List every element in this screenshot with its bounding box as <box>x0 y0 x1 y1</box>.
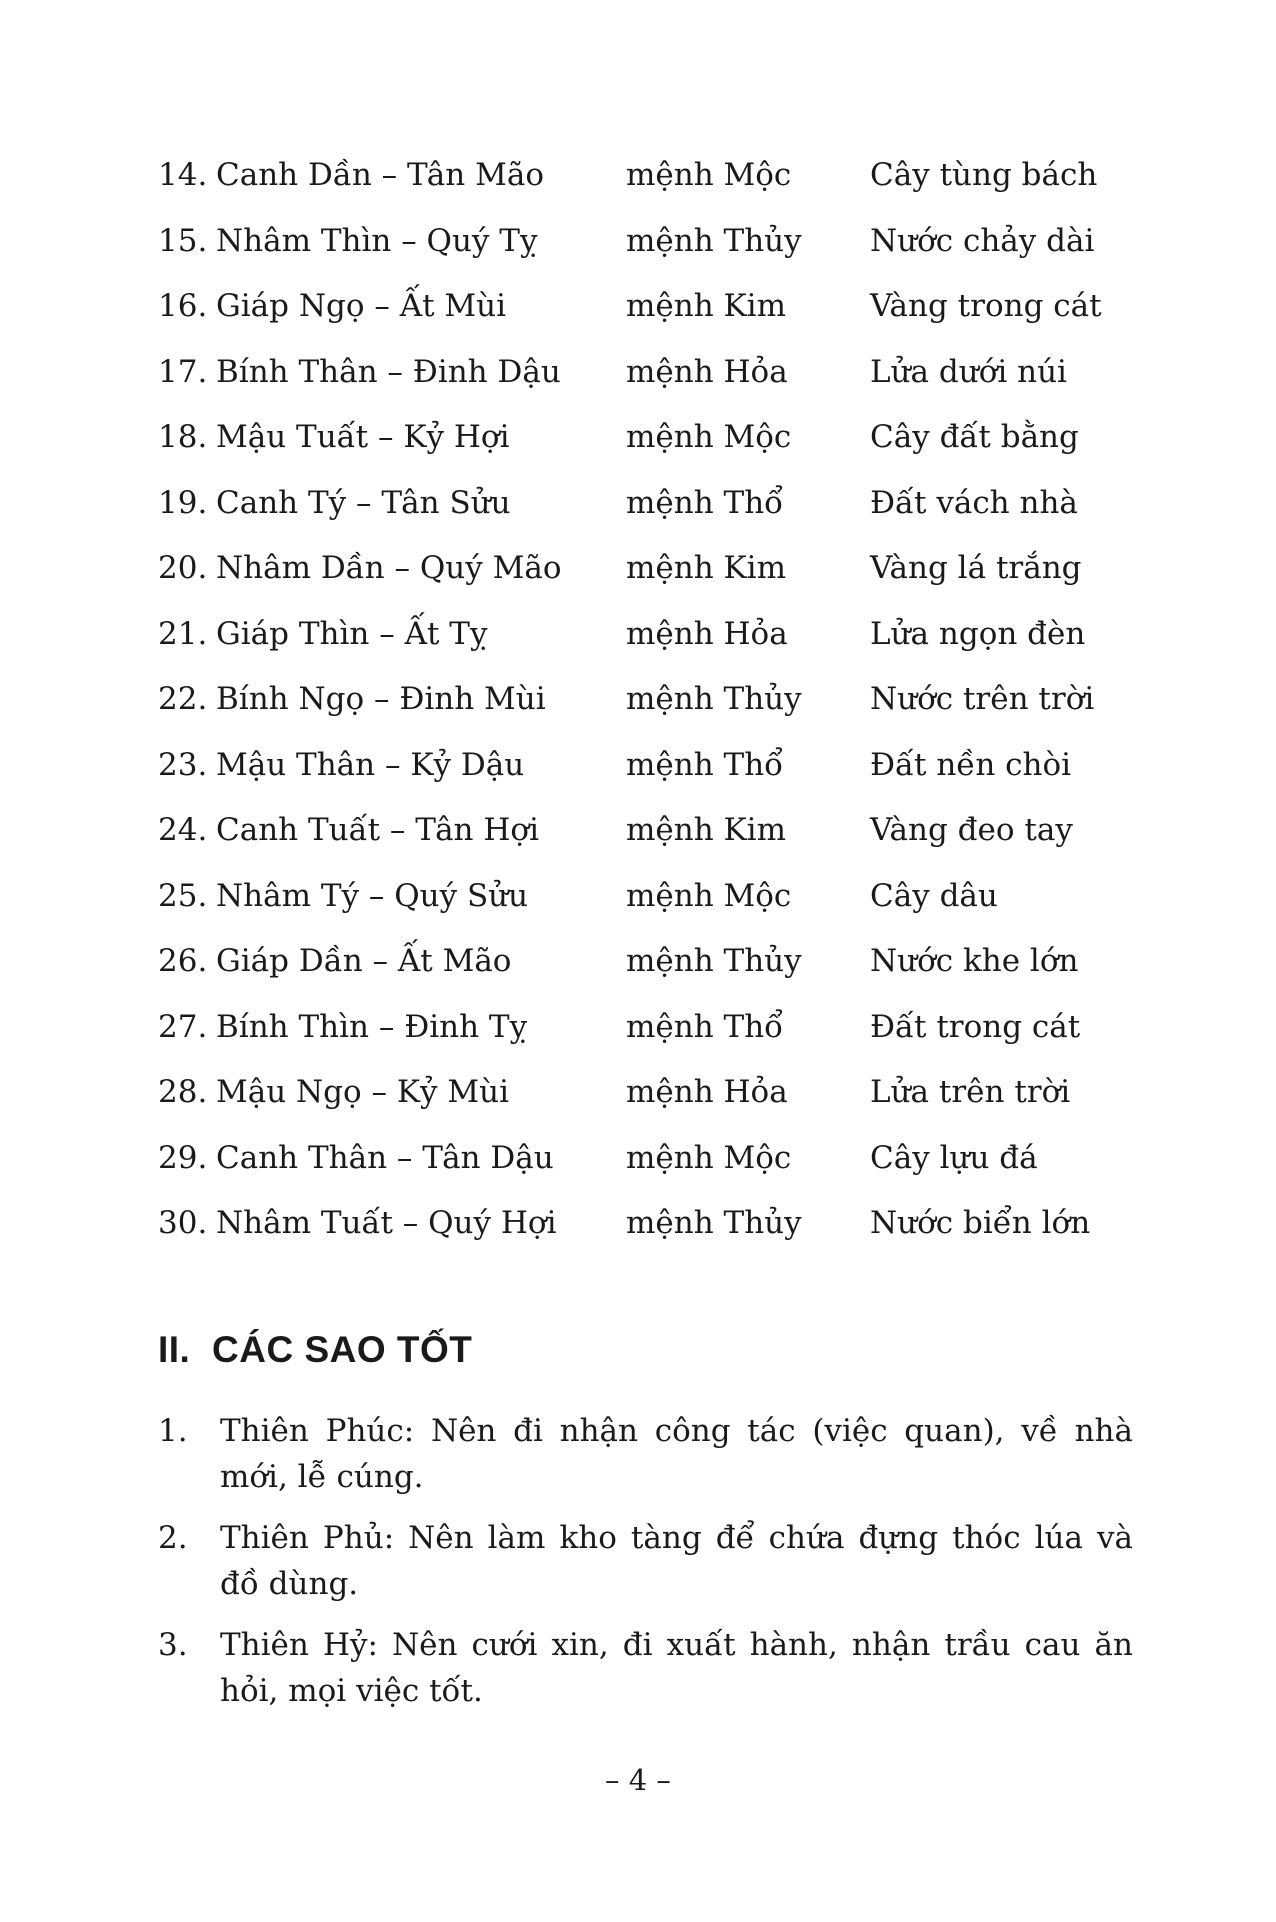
table-row <box>158 810 1118 876</box>
row-name: Mậu Ngọ – Kỷ Mùi <box>216 1074 510 1110</box>
row-number: 20. <box>158 550 208 586</box>
row-name: Nhâm Tý – Quý Sửu <box>216 877 529 914</box>
row-menh: mệnh Thổ <box>626 484 784 521</box>
row-desc: Cây đất bằng <box>870 419 1079 455</box>
menh-table <box>158 155 1118 1269</box>
row-number: 17. <box>158 353 208 390</box>
row-number: 27. <box>158 1008 208 1045</box>
row-name: Canh Dần – Tân Mão <box>216 157 544 193</box>
table-row <box>158 679 1118 745</box>
row-menh: mệnh Kim <box>626 550 786 586</box>
row-number: 19. <box>158 484 208 521</box>
row-menh: mệnh Thủy <box>626 222 802 259</box>
row-desc: Vàng trong cát <box>870 288 1102 324</box>
row-menh: mệnh Mộc <box>626 419 792 455</box>
row-name: Mậu Tuất – Kỷ Hợi <box>216 419 510 455</box>
row-menh: mệnh Hỏa <box>626 1074 788 1110</box>
item-text: Thiên Phủ: Nên làm kho tàng để chứa đựng thóc lúa và đồ dùng. <box>220 1520 1133 1602</box>
table-row <box>158 221 1118 287</box>
row-menh: mệnh Thổ <box>626 746 784 783</box>
table-row <box>158 155 1118 221</box>
good-stars-list <box>158 1408 1133 1729</box>
row-menh: mệnh Mộc <box>626 877 792 914</box>
row-number: 18. <box>158 419 208 455</box>
list-item <box>158 1622 1133 1714</box>
row-desc: Vàng đeo tay <box>870 812 1073 848</box>
table-row <box>158 286 1118 352</box>
row-desc: Đất nền chòi <box>870 746 1072 783</box>
row-menh: mệnh Hỏa <box>626 353 788 390</box>
row-name: Giáp Ngọ – Ất Mùi <box>216 288 507 324</box>
table-row <box>158 1072 1118 1138</box>
row-name: Bính Thân – Đinh Dậu <box>216 353 561 390</box>
row-desc: Cây tùng bách <box>870 157 1098 193</box>
row-desc: Lửa ngọn đèn <box>870 615 1086 652</box>
row-desc: Cây lựu đá <box>870 1139 1038 1176</box>
row-desc: Vàng lá trắng <box>870 550 1082 586</box>
table-row <box>158 876 1118 942</box>
item-number: 2. <box>158 1520 188 1556</box>
table-row <box>158 483 1118 549</box>
row-desc: Lửa trên trời <box>870 1074 1071 1110</box>
row-number: 22. <box>158 681 208 717</box>
row-menh: mệnh Kim <box>626 288 786 324</box>
table-row <box>158 614 1118 680</box>
table-row <box>158 548 1118 614</box>
row-desc: Lửa dưới núi <box>870 353 1067 390</box>
table-row <box>158 352 1118 418</box>
list-item <box>158 1408 1133 1500</box>
row-name: Giáp Dần – Ất Mão <box>216 943 512 979</box>
row-number: 28. <box>158 1074 208 1110</box>
row-menh: mệnh Thổ <box>626 1008 784 1045</box>
section-title: CÁC SAO TỐT <box>212 1329 473 1370</box>
table-row <box>158 745 1118 811</box>
section-heading <box>158 1328 472 1372</box>
row-desc: Cây dâu <box>870 877 998 914</box>
row-number: 26. <box>158 943 208 979</box>
row-desc: Nước biển lớn <box>870 1205 1091 1241</box>
row-number: 30. <box>158 1205 208 1241</box>
row-menh: mệnh Thủy <box>626 943 802 979</box>
row-menh: mệnh Hỏa <box>626 615 788 652</box>
row-desc: Nước chảy dài <box>870 222 1095 259</box>
row-number: 14. <box>158 157 208 193</box>
row-number: 21. <box>158 615 208 652</box>
row-name: Nhâm Dần – Quý Mão <box>216 550 562 586</box>
row-number: 25. <box>158 877 208 914</box>
row-name: Bính Thìn – Đinh Tỵ <box>216 1008 528 1045</box>
row-name: Canh Tý – Tân Sửu <box>216 484 511 521</box>
item-number: 3. <box>158 1627 188 1663</box>
row-desc: Nước khe lớn <box>870 943 1079 979</box>
table-row <box>158 1138 1118 1204</box>
row-desc: Đất trong cát <box>870 1008 1081 1045</box>
row-name: Nhâm Tuất – Quý Hợi <box>216 1205 557 1241</box>
row-name: Canh Thân – Tân Dậu <box>216 1139 554 1176</box>
row-name: Giáp Thìn – Ất Tỵ <box>216 615 488 652</box>
row-desc: Nước trên trời <box>870 681 1095 717</box>
row-name: Canh Tuất – Tân Hợi <box>216 812 539 848</box>
item-text: Thiên Hỷ: Nên cưới xin, đi xuất hành, nhận trầu cau ăn hỏi, mọi việc tốt. <box>220 1627 1133 1709</box>
item-text: Thiên Phúc: Nên đi nhận công tác (việc quan), về nhà mới, lễ cúng. <box>220 1413 1133 1495</box>
row-number: 15. <box>158 222 208 259</box>
row-menh: mệnh Thủy <box>626 1205 802 1241</box>
row-menh: mệnh Mộc <box>626 1139 792 1176</box>
row-number: 16. <box>158 288 208 324</box>
table-row <box>158 417 1118 483</box>
row-name: Nhâm Thìn – Quý Tỵ <box>216 222 538 259</box>
table-row <box>158 1007 1118 1073</box>
item-number: 1. <box>158 1413 188 1449</box>
row-number: 23. <box>158 746 208 783</box>
table-row <box>158 941 1118 1007</box>
page-number: – 4 – <box>605 1763 671 1797</box>
row-menh: mệnh Kim <box>626 812 786 848</box>
row-name: Mậu Thân – Kỷ Dậu <box>216 746 525 783</box>
row-number: 24. <box>158 812 208 848</box>
row-menh: mệnh Mộc <box>626 157 792 193</box>
list-item <box>158 1515 1133 1607</box>
table-row <box>158 1203 1118 1269</box>
row-number: 29. <box>158 1139 208 1176</box>
row-name: Bính Ngọ – Đinh Mùi <box>216 681 546 717</box>
row-desc: Đất vách nhà <box>870 484 1078 521</box>
section-number: II. <box>158 1329 191 1370</box>
row-menh: mệnh Thủy <box>626 681 802 717</box>
